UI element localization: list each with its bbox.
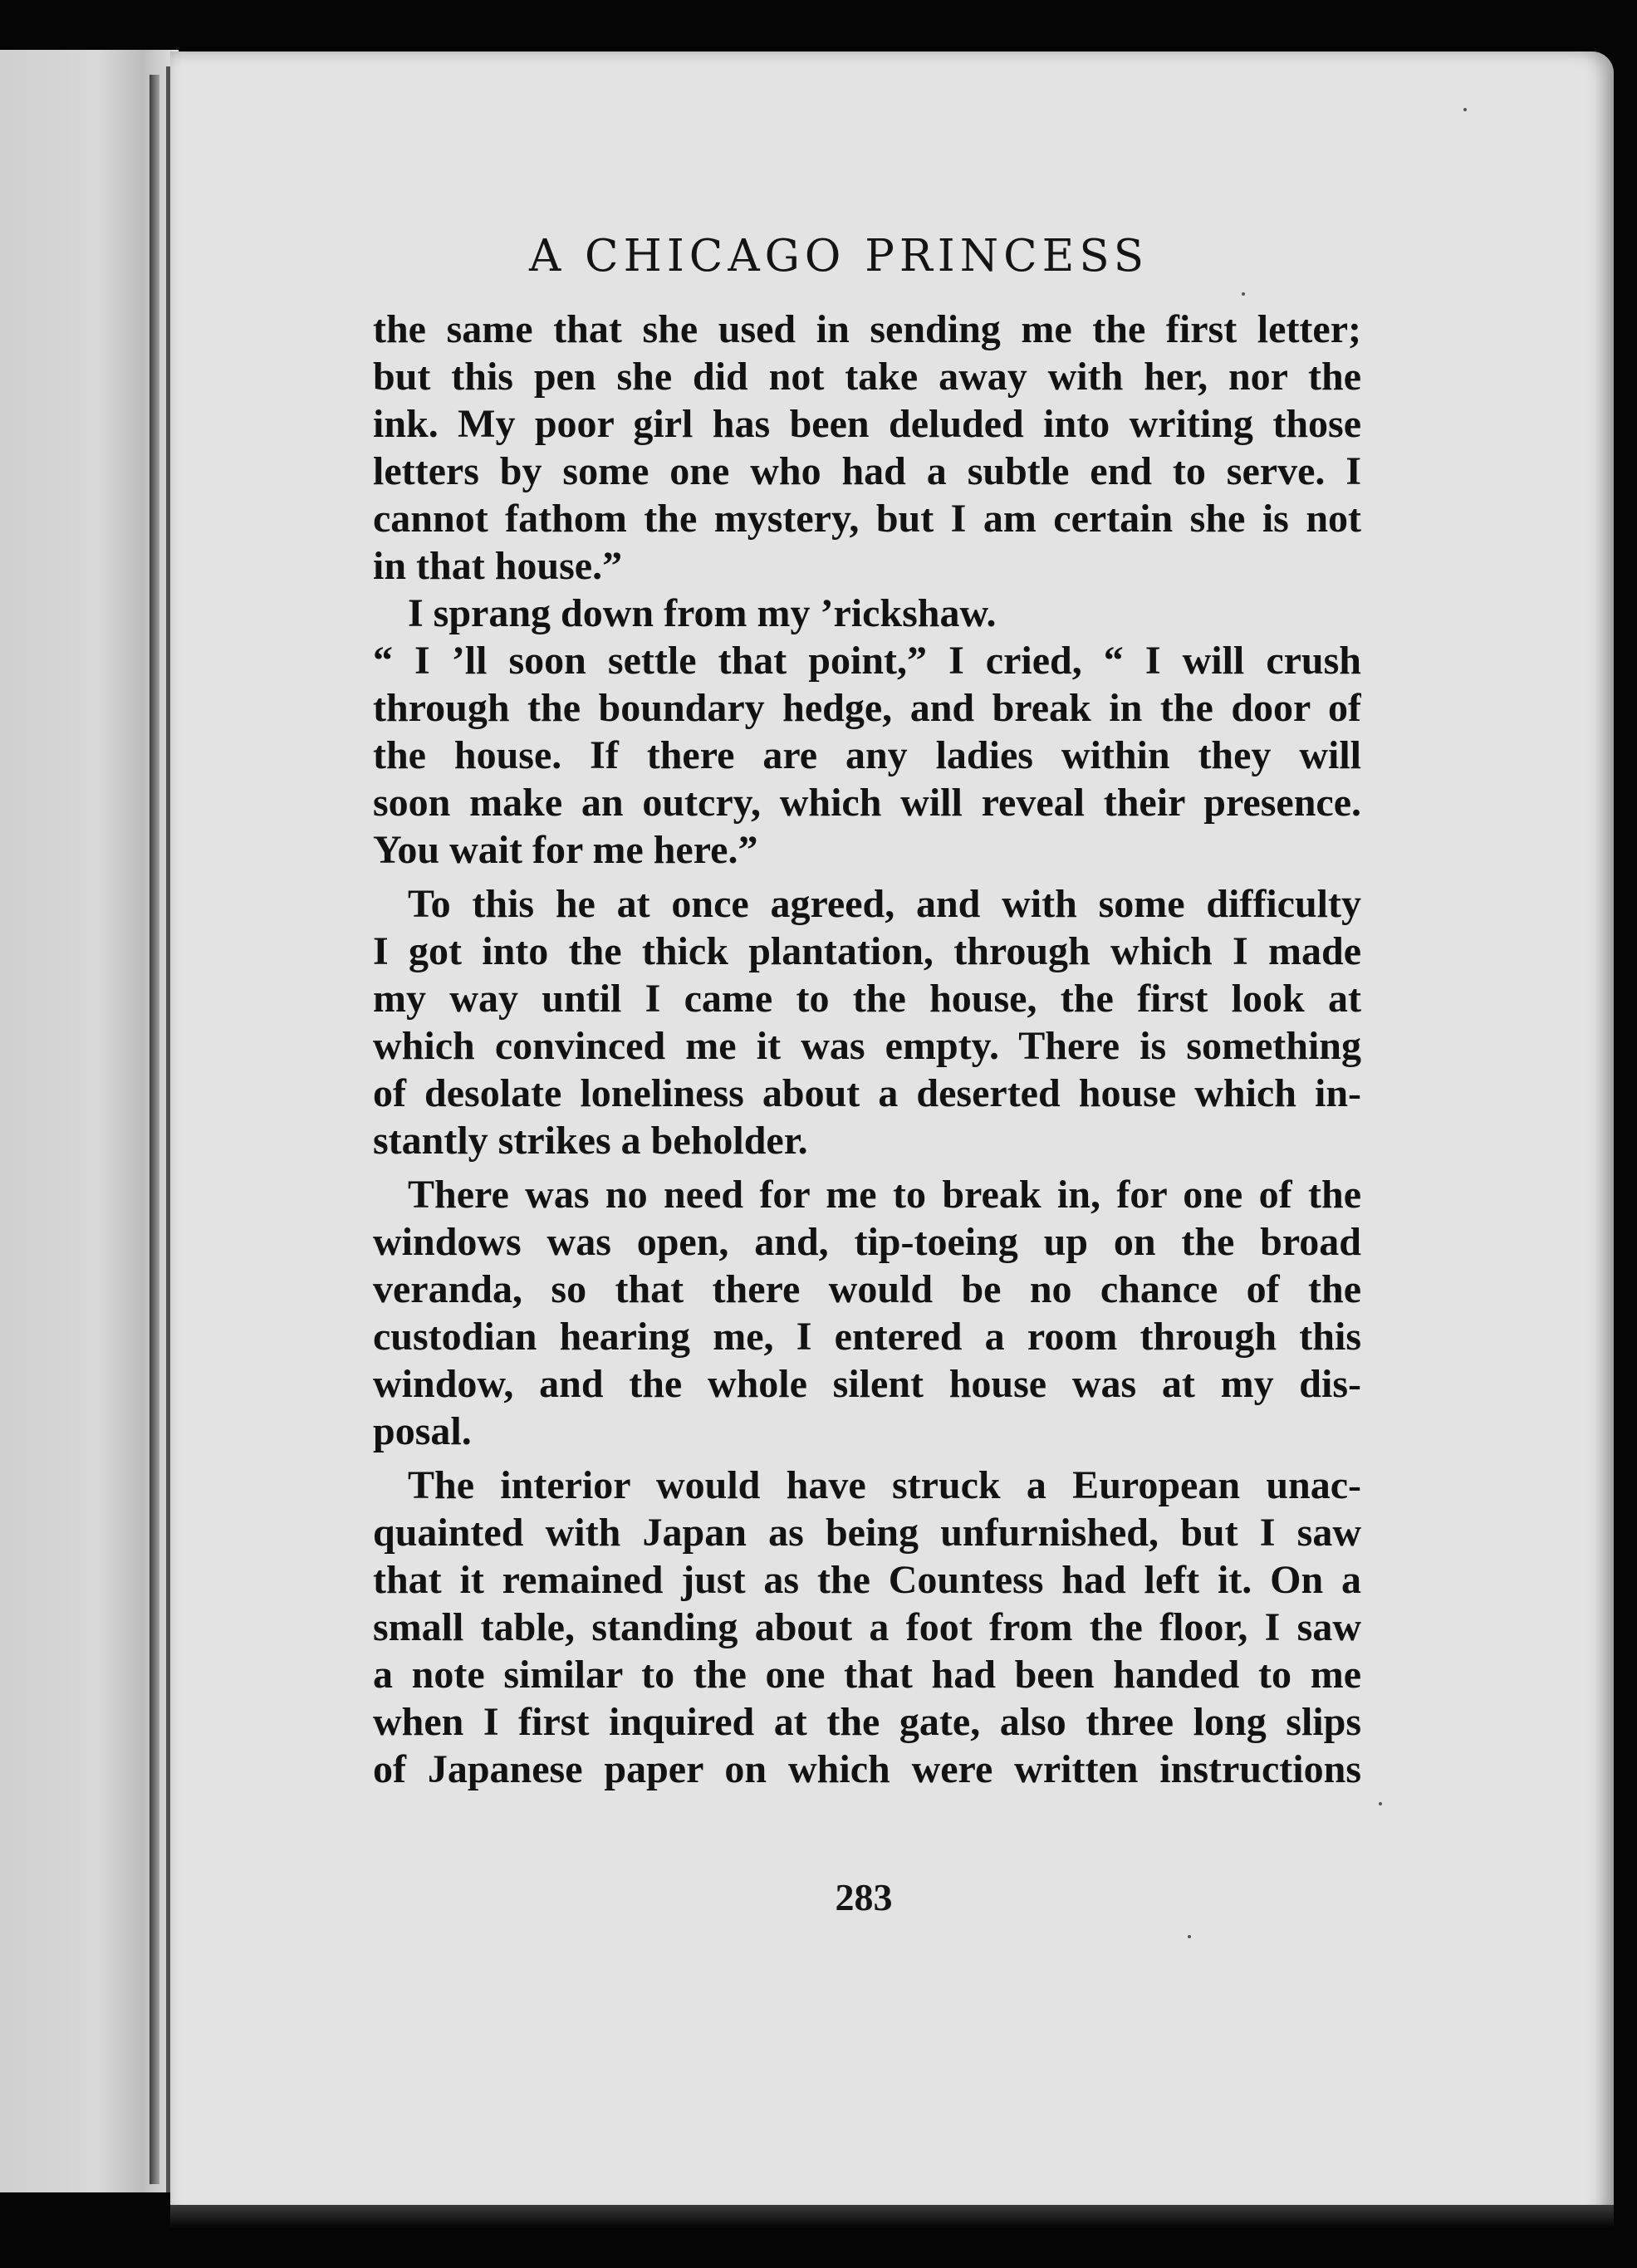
text-line: There was no need for me to break in, for one of the: [408, 1173, 1361, 1217]
text-line: soon make an outcry, which will reveal their presence.: [373, 781, 1361, 825]
ink-speck: [1379, 1802, 1382, 1805]
text-line: of desolate loneliness about a deserted house which in-: [373, 1071, 1361, 1115]
text-line: the house. If there are any ladies within they will: [373, 733, 1361, 777]
ink-speck: [1463, 108, 1467, 111]
page-bottom-shadow: [170, 2205, 1614, 2230]
text-line: veranda, so that there would be no chance of the: [373, 1267, 1361, 1311]
text-line: To this he at once agreed, and with some difficulty: [408, 882, 1361, 926]
text-line: “ I ’ll soon settle that point,” I cried, “ I will crush: [373, 639, 1361, 683]
text-line: quainted with Japan as being unfurnished, but I saw: [373, 1511, 1361, 1555]
text-line: You wait for me here.”: [373, 828, 758, 872]
ink-speck: [1188, 1935, 1191, 1938]
text-line: the same that she used in sending me the first letter;: [373, 307, 1361, 351]
text-line: when I first inquired at the gate, also three long slips: [373, 1700, 1361, 1744]
ink-speck: [1242, 292, 1245, 296]
text-line: that it remained just as the Countess had left it. On a: [373, 1558, 1361, 1602]
text-line: of Japanese paper on which were written instructions: [373, 1747, 1361, 1791]
running-head: A CHICAGO PRINCESS: [528, 231, 1149, 282]
text-line: custodian hearing me, I entered a room through this: [373, 1315, 1361, 1359]
text-line: a note similar to the one that had been handed to me: [373, 1653, 1361, 1697]
text-line: through the boundary hedge, and break in the door of: [373, 686, 1361, 730]
text-line: windows was open, and, tip-toeing up on the broad: [373, 1220, 1361, 1264]
text-line: ink. My poor girl has been deluded into writing those: [373, 402, 1361, 446]
text-line: stantly strikes a beholder.: [373, 1119, 808, 1163]
text-line: letters by some one who had a subtle end to serve. I: [373, 449, 1361, 493]
text-line: window, and the whole silent house was at my dis-: [373, 1362, 1361, 1406]
page-body-text: [373, 306, 1361, 1793]
text-line: posal.: [373, 1409, 472, 1453]
text-line: cannot fathom the mystery, but I am certain she is not: [373, 497, 1361, 541]
text-line: I sprang down from my ’rickshaw.: [408, 591, 997, 635]
text-line: in that house.”: [373, 544, 623, 588]
text-line: The interior would have struck a European unac-: [408, 1463, 1361, 1507]
text-line: but this pen she did not take away with her, nor the: [373, 355, 1361, 399]
text-line: my way until I came to the house, the first look at: [373, 977, 1361, 1021]
page-number: 283: [835, 1876, 893, 1918]
text-line: which convinced me it was empty. There is something: [373, 1024, 1361, 1068]
text-line: I got into the thick plantation, through which I made: [373, 929, 1361, 973]
text-line: small table, standing about a foot from the floor, I saw: [373, 1605, 1361, 1649]
book-gutter: [149, 75, 159, 2184]
